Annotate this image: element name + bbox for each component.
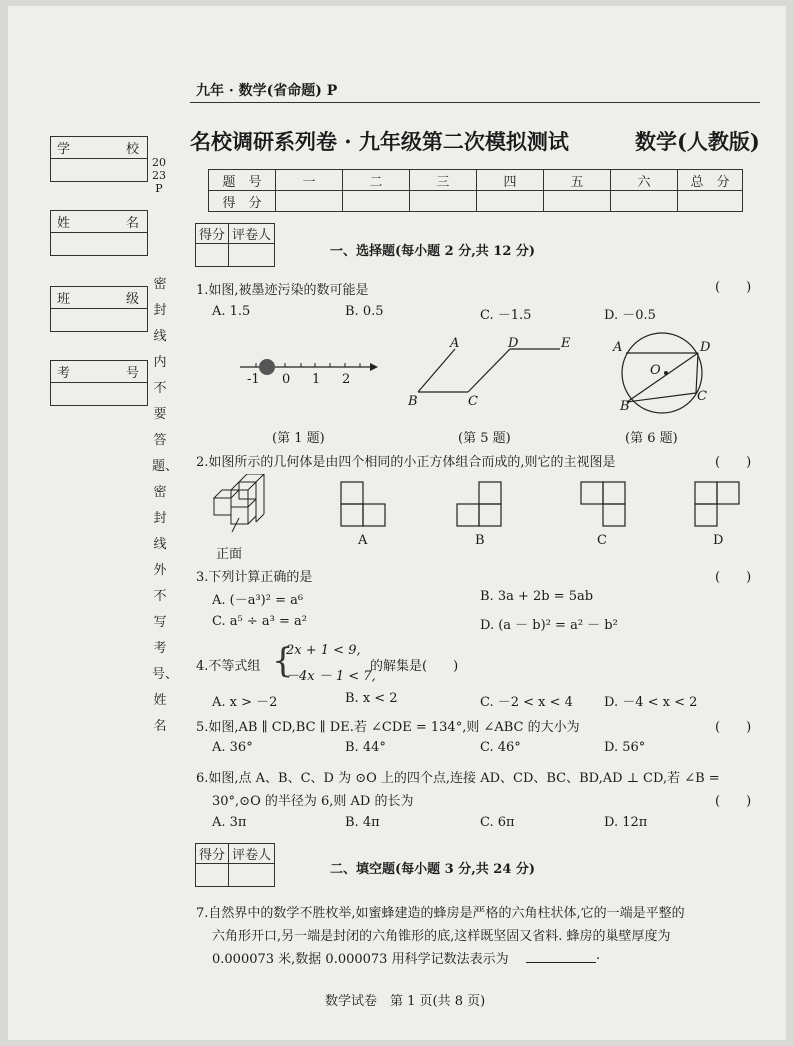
q1-answer-paren[interactable]: ( ) — [715, 280, 752, 295]
q7-line2: 六角形开口,另一端是封闭的六角锥形的底,这样既坚固又省料. 蜂房的巢壁厚度为 — [212, 929, 671, 944]
series-label: 九年 · 数学(省命题) P — [196, 83, 338, 99]
score-cell[interactable] — [477, 191, 544, 212]
front-view-label: 正面 — [216, 547, 243, 562]
q3-option-b[interactable]: B. 3a + 2b = 5ab — [480, 589, 594, 604]
q2-option-a[interactable]: A — [358, 533, 368, 548]
q2-option-c-figure[interactable] — [580, 481, 628, 529]
score-header: 题 号 — [209, 170, 276, 191]
q5-option-a[interactable]: A. 36° — [212, 740, 253, 755]
name-label-b: 名 — [125, 216, 139, 231]
name-box[interactable] — [50, 210, 148, 256]
fig5-label-b: B — [408, 394, 418, 409]
fig5-label-c: C — [468, 394, 478, 409]
score-cell[interactable] — [611, 191, 678, 212]
fig1-caption: (第 1 题) — [272, 431, 325, 446]
year-code: 2023P — [152, 156, 166, 195]
col-4: 四 — [477, 170, 544, 191]
col-total: 总 分 — [678, 170, 743, 191]
tick-label-2: 2 — [342, 372, 351, 387]
header-rule — [190, 102, 760, 103]
q3-answer-paren[interactable]: ( ) — [715, 570, 752, 585]
fig5-label-a: A — [450, 336, 460, 351]
q4-stem-a: 4.不等式组 — [196, 659, 261, 674]
fig6-label-o: O — [650, 363, 661, 378]
tick-label-0: 0 — [282, 372, 291, 387]
fig6-label-b: B — [620, 399, 630, 414]
q7-answer-blank[interactable] — [526, 962, 596, 963]
q2-option-b-figure[interactable] — [456, 481, 504, 529]
q5-stem: 5.如图,AB ∥ CD,BC ∥ DE.若 ∠CDE = 134°,则 ∠ABC 的大小为 — [196, 720, 580, 735]
fig5-caption: (第 5 题) — [458, 431, 511, 446]
q4-inequality-1: 2x + 1 < 9, — [286, 643, 361, 658]
brace-symbol: { — [272, 641, 294, 681]
figure-number-line — [210, 330, 380, 420]
score-table — [208, 169, 743, 212]
segment-ab — [418, 349, 455, 392]
col-6: 六 — [611, 170, 678, 191]
exam-number-box[interactable] — [50, 360, 148, 406]
scorer-box-1 — [195, 223, 275, 267]
col-1: 一 — [276, 170, 343, 191]
section1-title: 一、选择题(每小题 2 分,共 12 分) — [330, 244, 536, 259]
segment-cd — [468, 349, 510, 392]
cube-solid-figure — [210, 474, 270, 536]
q6-stem-line2: 30°,⊙O 的半径为 6,则 AD 的长为 — [212, 794, 414, 809]
q4-option-a[interactable]: A. x > －2 — [212, 695, 278, 710]
page-footer: 数学试卷 第 1 页(共 8 页) — [325, 994, 486, 1009]
name-label-a: 姓 — [57, 216, 71, 231]
number-line-arrow — [370, 363, 378, 371]
fig6-label-d: D — [700, 340, 711, 355]
center-point — [664, 371, 668, 375]
fig5-label-d: D — [508, 336, 519, 351]
q5-answer-paren[interactable]: ( ) — [715, 720, 752, 735]
scorer-box-2 — [195, 843, 275, 887]
q3-stem: 3.下列计算正确的是 — [196, 570, 313, 585]
q2-answer-paren[interactable]: ( ) — [715, 455, 752, 470]
score-cell[interactable] — [343, 191, 410, 212]
score-row-label: 得 分 — [209, 191, 276, 212]
exam-label-b: 号 — [125, 366, 139, 381]
q6-option-d[interactable]: D. 12π — [604, 815, 648, 830]
q5-option-d[interactable]: D. 56° — [604, 740, 646, 755]
q5-option-c[interactable]: C. 46° — [480, 740, 521, 755]
q4-option-d[interactable]: D. －4 < x < 2 — [604, 695, 698, 710]
q1-option-d[interactable]: D. －0.5 — [604, 308, 656, 323]
q1-option-c[interactable]: C. －1.5 — [480, 308, 532, 323]
exam-label-a: 考 — [57, 366, 71, 381]
q7-line1: 7.自然界中的数学不胜枚举,如蜜蜂建造的蜂房是严格的六角柱状体,它的一端是平整的 — [196, 906, 685, 921]
subject-label: 数学(人教版) — [635, 129, 760, 154]
fig6-label-a: A — [613, 340, 623, 355]
school-label-a: 学 — [57, 142, 71, 157]
q7-line3: 0.000073 米,数据 0.000073 用科学记数法表示为 — [212, 952, 509, 967]
scorer-grader-label: 评卷人 — [229, 224, 275, 244]
q3-option-a[interactable]: A. (－a³)² = a⁶ — [212, 593, 304, 608]
scorer-grader-cell[interactable] — [229, 244, 275, 267]
q1-option-b[interactable]: B. 0.5 — [345, 304, 384, 319]
school-label-b: 校 — [125, 142, 139, 157]
q1-option-a[interactable]: A. 1.5 — [212, 304, 251, 319]
col-5: 五 — [544, 170, 611, 191]
q6-answer-paren[interactable]: ( ) — [715, 794, 752, 809]
seal-line-text: 密封线内不要答题、密封线外不写考号、姓名 — [152, 277, 179, 734]
q2-option-d-figure[interactable] — [694, 481, 742, 529]
figure-parallel-lines — [400, 335, 580, 415]
fig6-label-c: C — [697, 389, 707, 404]
q3-option-c[interactable]: C. a⁵ ÷ a³ = a² — [212, 614, 307, 629]
q4-option-b[interactable]: B. x < 2 — [345, 691, 398, 706]
fig6-caption: (第 6 题) — [625, 431, 678, 446]
q2-option-a-figure[interactable] — [340, 481, 388, 529]
q4-option-c[interactable]: C. －2 < x < 4 — [480, 695, 573, 710]
q2-option-b[interactable]: B — [475, 533, 485, 548]
q6-option-a[interactable]: A. 3π — [212, 815, 247, 830]
scorer2-score-cell[interactable] — [196, 864, 229, 887]
fig5-label-e: E — [561, 336, 571, 351]
q7-end-mark: . — [596, 948, 601, 963]
q6-option-c[interactable]: C. 6π — [480, 815, 515, 830]
class-box[interactable] — [50, 286, 148, 332]
exam-title: 名校调研系列卷 · 九年级第二次模拟测试 — [190, 129, 569, 154]
q2-option-c[interactable]: C — [597, 533, 607, 548]
tick-label-1: 1 — [312, 372, 321, 387]
scorer2-grader-cell[interactable] — [229, 864, 275, 887]
scorer2-score-label: 得分 — [196, 844, 229, 864]
score-cell[interactable] — [544, 191, 611, 212]
scorer-score-cell[interactable] — [196, 244, 229, 267]
section2-title: 二、填空题(每小题 3 分,共 24 分) — [330, 862, 536, 877]
q5-option-b[interactable]: B. 44° — [345, 740, 386, 755]
q2-option-d[interactable]: D — [713, 533, 724, 548]
q4-inequality-2: －4x － 1 < 7, — [286, 669, 376, 684]
col-2: 二 — [343, 170, 410, 191]
q3-option-d[interactable]: D. (a － b)² = a² － b² — [480, 618, 618, 633]
scorer2-grader-label: 评卷人 — [229, 844, 275, 864]
tick-label-neg1: -1 — [247, 372, 260, 387]
school-box[interactable] — [50, 136, 148, 182]
score-cell[interactable] — [276, 191, 343, 212]
col-3: 三 — [410, 170, 477, 191]
ink-blot — [259, 359, 275, 375]
q1-stem: 1.如图,被墨迹污染的数可能是 — [196, 283, 369, 298]
score-cell[interactable] — [678, 191, 743, 212]
score-cell[interactable] — [410, 191, 477, 212]
segment-dc — [696, 353, 698, 393]
q6-stem-line1: 6.如图,点 A、B、C、D 为 ⊙O 上的四个点,连接 AD、CD、BC、BD,AD ⊥ CD,若 ∠B = — [196, 771, 720, 786]
q4-stem-b: 的解集是( ) — [370, 659, 459, 674]
q6-option-b[interactable]: B. 4π — [345, 815, 380, 830]
scorer-score-label: 得分 — [196, 224, 229, 244]
class-label-a: 班 — [57, 292, 71, 307]
class-label-b: 级 — [125, 292, 139, 307]
q2-stem: 2.如图所示的几何体是由四个相同的小正方体组合而成的,则它的主视图是 — [196, 455, 616, 470]
